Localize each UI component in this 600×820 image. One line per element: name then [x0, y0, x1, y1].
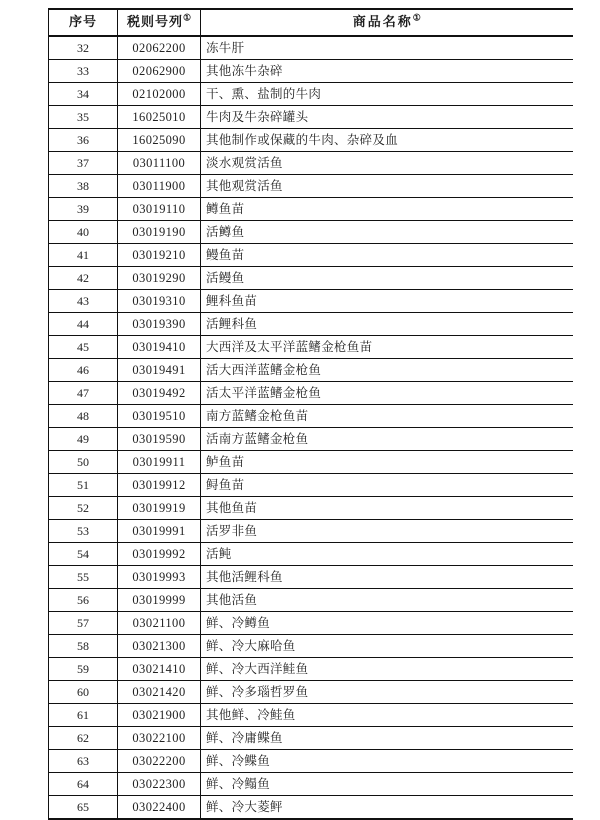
table-row: [49, 727, 573, 750]
table-row: [49, 497, 573, 520]
cell-tariff-code: 03019110: [118, 198, 201, 221]
cell-sequence: 59: [49, 658, 118, 681]
cell-tariff-code: 03022200: [118, 750, 201, 773]
cell-tariff-code: 16025090: [118, 129, 201, 152]
cell-commodity-name: 其他制作或保藏的牛肉、杂碎及血: [201, 129, 573, 152]
table-header: [49, 9, 573, 36]
cell-sequence: 65: [49, 796, 118, 820]
table-row: [49, 451, 573, 474]
cell-commodity-name: 活鳗鱼: [201, 267, 573, 290]
table-row: [49, 681, 573, 704]
table-row: [49, 612, 573, 635]
column-header-commodity-name: [201, 9, 573, 36]
cell-sequence: 58: [49, 635, 118, 658]
cell-sequence: 56: [49, 589, 118, 612]
table-row: [49, 152, 573, 175]
cell-sequence: 51: [49, 474, 118, 497]
cell-tariff-code: 03019410: [118, 336, 201, 359]
cell-sequence: 45: [49, 336, 118, 359]
footnote-marker-icon: ①: [412, 13, 421, 24]
table-row: [49, 221, 573, 244]
cell-tariff-code: 03019510: [118, 405, 201, 428]
cell-commodity-name: 其他鲜、冷鲑鱼: [201, 704, 573, 727]
cell-sequence: 54: [49, 543, 118, 566]
table-row: [49, 773, 573, 796]
cell-tariff-code: 03021100: [118, 612, 201, 635]
cell-commodity-name: 鲜、冷鲽鱼: [201, 750, 573, 773]
cell-commodity-name: 活罗非鱼: [201, 520, 573, 543]
cell-commodity-name: 活大西洋蓝鳍金枪鱼: [201, 359, 573, 382]
cell-tariff-code: 03019492: [118, 382, 201, 405]
tariff-schedule-table: [48, 8, 573, 820]
cell-commodity-name: 鲜、冷大西洋鲑鱼: [201, 658, 573, 681]
table-row: [49, 129, 573, 152]
table-row: [49, 520, 573, 543]
cell-commodity-name: 鲜、冷大菱鲆: [201, 796, 573, 820]
cell-tariff-code: 02062900: [118, 60, 201, 83]
cell-commodity-name: 活鳟鱼: [201, 221, 573, 244]
cell-tariff-code: 03019919: [118, 497, 201, 520]
cell-sequence: 47: [49, 382, 118, 405]
cell-commodity-name: 鲜、冷庸鲽鱼: [201, 727, 573, 750]
cell-tariff-code: 03011900: [118, 175, 201, 198]
cell-commodity-name: 鲤科鱼苗: [201, 290, 573, 313]
cell-sequence: 50: [49, 451, 118, 474]
cell-commodity-name: 其他鱼苗: [201, 497, 573, 520]
cell-commodity-name: 鲜、冷多瑙哲罗鱼: [201, 681, 573, 704]
cell-sequence: 46: [49, 359, 118, 382]
cell-tariff-code: 03019911: [118, 451, 201, 474]
cell-tariff-code: 03011100: [118, 152, 201, 175]
cell-sequence: 53: [49, 520, 118, 543]
cell-tariff-code: 03019992: [118, 543, 201, 566]
cell-sequence: 48: [49, 405, 118, 428]
cell-tariff-code: 02102000: [118, 83, 201, 106]
cell-tariff-code: 03019310: [118, 290, 201, 313]
cell-commodity-name: 其他观赏活鱼: [201, 175, 573, 198]
cell-tariff-code: 03019912: [118, 474, 201, 497]
cell-tariff-code: 03019491: [118, 359, 201, 382]
cell-commodity-name: 鲟鱼苗: [201, 474, 573, 497]
cell-sequence: 42: [49, 267, 118, 290]
cell-sequence: 36: [49, 129, 118, 152]
table-row: [49, 198, 573, 221]
cell-commodity-name: 牛肉及牛杂碎罐头: [201, 106, 573, 129]
cell-tariff-code: 03019190: [118, 221, 201, 244]
cell-sequence: 62: [49, 727, 118, 750]
cell-tariff-code: 03021420: [118, 681, 201, 704]
cell-sequence: 41: [49, 244, 118, 267]
cell-sequence: 61: [49, 704, 118, 727]
column-header-sequence: 序号: [49, 9, 118, 36]
table-row: [49, 382, 573, 405]
cell-tariff-code: 03019993: [118, 566, 201, 589]
table-row: [49, 704, 573, 727]
cell-tariff-code: 03019290: [118, 267, 201, 290]
cell-sequence: 32: [49, 36, 118, 60]
column-header-commodity-name-label: 商品名称: [352, 15, 413, 30]
column-header-tariff-code: [118, 9, 201, 36]
table-row: [49, 267, 573, 290]
cell-commodity-name: 其他冻牛杂碎: [201, 60, 573, 83]
table-row: [49, 60, 573, 83]
header-row: [49, 9, 573, 36]
table-row: [49, 428, 573, 451]
table-row: [49, 36, 573, 60]
table-row: [49, 336, 573, 359]
cell-commodity-name: 其他活鲤科鱼: [201, 566, 573, 589]
footnote-marker-icon: ①: [182, 13, 192, 24]
cell-sequence: 52: [49, 497, 118, 520]
cell-tariff-code: 03022400: [118, 796, 201, 820]
table-row: [49, 635, 573, 658]
cell-sequence: 57: [49, 612, 118, 635]
table-row: [49, 405, 573, 428]
cell-commodity-name: 鳟鱼苗: [201, 198, 573, 221]
cell-tariff-code: 03019210: [118, 244, 201, 267]
cell-commodity-name: 淡水观赏活鱼: [201, 152, 573, 175]
table-row: [49, 359, 573, 382]
table-row: [49, 589, 573, 612]
cell-tariff-code: 03019991: [118, 520, 201, 543]
cell-sequence: 34: [49, 83, 118, 106]
cell-sequence: 60: [49, 681, 118, 704]
cell-commodity-name: 活南方蓝鳍金枪鱼: [201, 428, 573, 451]
table-row: [49, 244, 573, 267]
cell-commodity-name: 冻牛肝: [201, 36, 573, 60]
cell-tariff-code: 03022300: [118, 773, 201, 796]
cell-sequence: 37: [49, 152, 118, 175]
cell-sequence: 39: [49, 198, 118, 221]
table-row: [49, 175, 573, 198]
table-row: [49, 750, 573, 773]
cell-tariff-code: 03021300: [118, 635, 201, 658]
cell-tariff-code: 03019590: [118, 428, 201, 451]
cell-commodity-name: 其他活鱼: [201, 589, 573, 612]
cell-commodity-name: 活太平洋蓝鳍金枪鱼: [201, 382, 573, 405]
table-body: [49, 36, 573, 819]
table-row: [49, 313, 573, 336]
cell-commodity-name: 活鲤科鱼: [201, 313, 573, 336]
cell-commodity-name: 鲈鱼苗: [201, 451, 573, 474]
cell-sequence: 38: [49, 175, 118, 198]
table-row: [49, 658, 573, 681]
cell-commodity-name: 鲜、冷鳎鱼: [201, 773, 573, 796]
cell-commodity-name: 大西洋及太平洋蓝鳍金枪鱼苗: [201, 336, 573, 359]
cell-commodity-name: 鳗鱼苗: [201, 244, 573, 267]
table-row: [49, 796, 573, 820]
table-row: [49, 566, 573, 589]
cell-commodity-name: 活鲀: [201, 543, 573, 566]
cell-sequence: 35: [49, 106, 118, 129]
cell-sequence: 40: [49, 221, 118, 244]
cell-sequence: 64: [49, 773, 118, 796]
table-row: [49, 543, 573, 566]
table-row: [49, 83, 573, 106]
cell-commodity-name: 鲜、冷大麻哈鱼: [201, 635, 573, 658]
cell-sequence: 43: [49, 290, 118, 313]
cell-commodity-name: 南方蓝鳍金枪鱼苗: [201, 405, 573, 428]
cell-sequence: 49: [49, 428, 118, 451]
cell-sequence: 44: [49, 313, 118, 336]
table-row: [49, 474, 573, 497]
column-header-tariff-code-label: 税则号列: [126, 15, 183, 30]
cell-tariff-code: 03021900: [118, 704, 201, 727]
cell-tariff-code: 16025010: [118, 106, 201, 129]
cell-sequence: 55: [49, 566, 118, 589]
table-row: [49, 106, 573, 129]
cell-tariff-code: 03022100: [118, 727, 201, 750]
cell-tariff-code: 02062200: [118, 36, 201, 60]
cell-sequence: 63: [49, 750, 118, 773]
cell-tariff-code: 03019999: [118, 589, 201, 612]
cell-tariff-code: 03021410: [118, 658, 201, 681]
cell-sequence: 33: [49, 60, 118, 83]
table-row: [49, 290, 573, 313]
cell-commodity-name: 干、熏、盐制的牛肉: [201, 83, 573, 106]
cell-tariff-code: 03019390: [118, 313, 201, 336]
cell-commodity-name: 鲜、冷鳟鱼: [201, 612, 573, 635]
